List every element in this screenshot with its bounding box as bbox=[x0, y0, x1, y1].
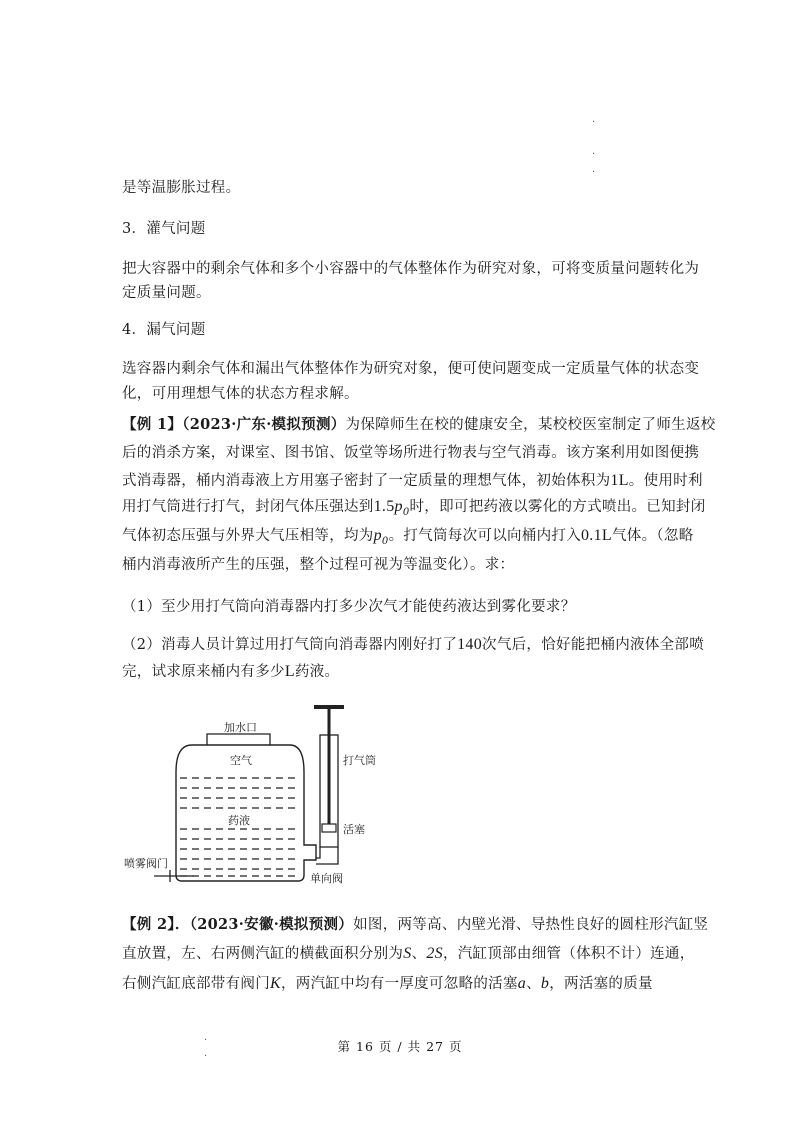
example-1-line bbox=[122, 413, 716, 434]
label-spray-valve: 喷雾阀门 bbox=[124, 857, 168, 870]
pump-count: 140 bbox=[457, 636, 483, 653]
pump-piston bbox=[322, 824, 336, 832]
question-text: 药液。 bbox=[294, 664, 340, 680]
label-liquid: 药液 bbox=[228, 814, 250, 827]
separator: 、 bbox=[526, 976, 541, 992]
corner-mark: . bbox=[592, 164, 596, 175]
pressure-symbol: p bbox=[394, 498, 403, 515]
example-1-line bbox=[122, 524, 694, 547]
example-1-text: 。打气筒每次可以向桶内打入 bbox=[388, 528, 581, 544]
liquid-dashes bbox=[180, 778, 300, 876]
pump-bottom bbox=[316, 847, 338, 864]
bottom-mark: . bbox=[204, 1032, 208, 1043]
example-1-text: 时，即可把药液以雾化的方式喷出。已知封闭 bbox=[409, 499, 706, 515]
footer-prefix: 第 bbox=[337, 1039, 352, 1054]
section-heading-3: 3．灌气问题 bbox=[122, 221, 206, 237]
total-pages: 27 bbox=[426, 1039, 444, 1054]
example-2-text: 直放置，左、右两侧汽缸的横截面积分别为 bbox=[122, 946, 404, 962]
section-heading-4: 4．漏气问题 bbox=[122, 322, 206, 338]
example-1-text: 用打气筒进行打气，封闭气体压强达到 bbox=[122, 499, 374, 515]
question-2 bbox=[122, 633, 704, 654]
volume-value: 0.1L bbox=[581, 527, 612, 544]
example-1-line bbox=[122, 469, 703, 490]
text-line: 定质量问题。 bbox=[122, 285, 211, 301]
area-right: 2S bbox=[426, 945, 443, 962]
example-2-text: 右侧汽缸底部带有阀门 bbox=[122, 976, 270, 992]
example-1-line: 桶内消毒液所产生的压强，整个过程可视为等温变化）。求： bbox=[122, 557, 515, 573]
example-1-text: 气体。（忽略 bbox=[611, 528, 694, 544]
example-1-text: 气体初态压强与外界大气压相等，均为 bbox=[122, 528, 374, 544]
question-text: （2）消毒人员计算过用打气筒向消毒器内刚好打了 bbox=[122, 637, 458, 653]
example-2-line bbox=[122, 972, 653, 993]
question-text: 次气后，恰好能把桶内液体全部喷 bbox=[482, 637, 705, 653]
pressure-symbol: p bbox=[373, 527, 382, 544]
example-2-text: 如图，两等高、内壁光滑、导热性良好的圆柱形汽缸竖 bbox=[353, 917, 709, 933]
example-2-line bbox=[122, 913, 708, 934]
page-number: 16 bbox=[356, 1039, 374, 1054]
example-2-text: ，两活塞的质量 bbox=[549, 976, 653, 992]
text-line: 选容器内剩余气体和漏出气体整体作为研究对象，便可使问题变成一定质量气体的状态变 bbox=[122, 361, 700, 377]
footer-suffix: 页 bbox=[448, 1039, 463, 1054]
example-2-tag: 【例 2】． bbox=[122, 916, 190, 933]
label-pump: 打气筒 bbox=[343, 754, 376, 767]
corner-mark: . bbox=[592, 114, 596, 125]
pressure-subscript: 0 bbox=[402, 506, 410, 518]
example-2-line bbox=[122, 942, 695, 963]
text-line: 是等温膨胀过程。 bbox=[122, 180, 241, 196]
pressure-coefficient: 1.5 bbox=[373, 498, 395, 515]
label-inlet: 加水口 bbox=[224, 721, 257, 734]
example-1-text: 为保障师生在校的健康安全，某校校医室制定了师生返校 bbox=[345, 417, 716, 433]
area-left: S bbox=[403, 945, 412, 962]
footer-mid: 页 / 共 bbox=[378, 1039, 422, 1054]
valve-symbol: K bbox=[270, 975, 281, 992]
example-2-source: （2023·安徽·模拟预测） bbox=[189, 916, 354, 933]
text-line: 把大容器中的剩余气体和多个小容器中的气体整体作为研究对象，可将变质量问题转化为 bbox=[122, 261, 700, 277]
question-text: 完，试求原来桶内有多少 bbox=[122, 664, 285, 680]
label-air: 空气 bbox=[230, 754, 252, 767]
bottom-mark: . bbox=[204, 1048, 208, 1059]
pump-handle bbox=[314, 705, 344, 709]
separator: 、 bbox=[411, 946, 427, 962]
example-2-text: ，汽缸顶部由细管（体积不计）连通， bbox=[442, 946, 695, 962]
example-1-text: 式消毒器，桶内消毒液上方用塞子密封了一定质量的理想气体，初始体积为 bbox=[122, 473, 611, 489]
volume-value: 1L bbox=[610, 472, 629, 489]
page-footer bbox=[0, 1037, 800, 1055]
piston-a: a bbox=[517, 975, 527, 992]
example-1-source: （2023·广东·模拟预测） bbox=[182, 416, 346, 433]
example-2-text: ，两汽缸中均有一厚度可忽略的活塞 bbox=[280, 976, 518, 992]
piston-b: b bbox=[540, 975, 550, 992]
fill-opening bbox=[207, 734, 270, 745]
question-1: （1）至少用打气筒向消毒器内打多少次气才能使药液达到雾化要求？ bbox=[122, 599, 576, 615]
example-1-line: 后的消杀方案，对课室、图书馆、饭堂等场所进行物表与空气消毒。该方案利用如图便携 bbox=[122, 445, 700, 461]
sprayer-diagram bbox=[124, 700, 390, 890]
text-line: 化，可用理想气体的状态方程求解。 bbox=[122, 386, 359, 402]
example-1-text: 。使用时利 bbox=[628, 473, 703, 489]
example-1-tag: 【例 1】 bbox=[122, 416, 183, 433]
unit-liter: L bbox=[284, 663, 295, 680]
example-1-line bbox=[122, 495, 706, 518]
label-check-valve: 单向阀 bbox=[310, 872, 343, 885]
pressure-subscript: 0 bbox=[381, 535, 389, 547]
corner-mark: . bbox=[592, 146, 596, 157]
question-2-cont bbox=[122, 660, 339, 681]
label-piston: 活塞 bbox=[343, 823, 365, 836]
